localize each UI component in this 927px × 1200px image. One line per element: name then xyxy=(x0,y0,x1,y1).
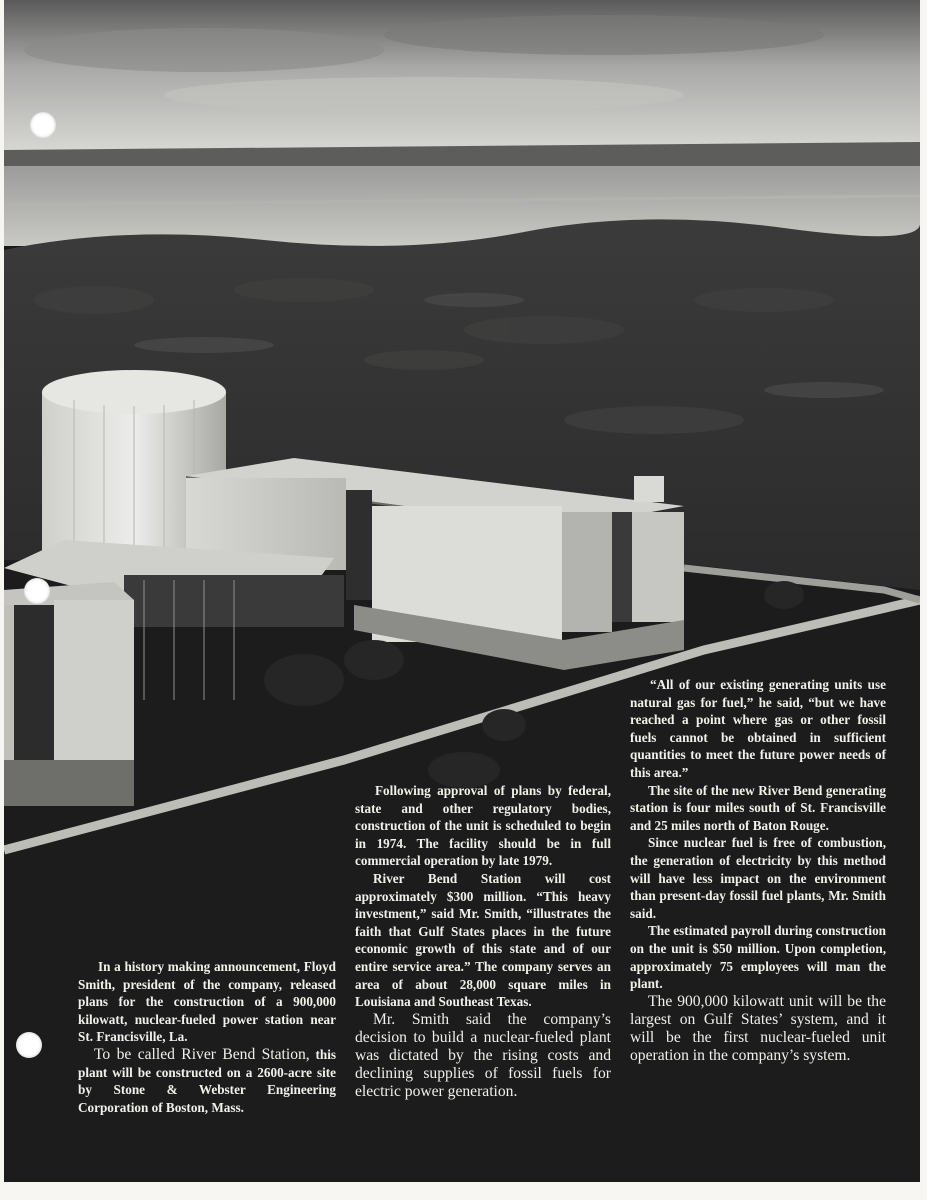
article-paragraph: Since nuclear fuel is free of combustion, the generation of electricity by this method will have less impact on the environment than present-day fossil fuel plants, Mr. Smith said. xyxy=(630,835,886,921)
article-paragraph: The site of the new River Bend generating station is four miles south of St. Francisville and 25 miles north of Baton Rouge. xyxy=(630,782,886,833)
article-column-3 xyxy=(630,676,886,1065)
article-paragraph: River Bend Station will cost approximately $300 million. “This heavy investment,” said Mr. Smith, “illustrates the faith that Gulf States places in the future economic growth of this state and of our entire service area.” The company serves an area of about 28,000 square miles in Louisiana and Southeast Texas. xyxy=(355,870,611,1010)
paragraph-body: this plant will be constructed on a 2600-acre site by Stone & Webster Engineering Corporation of Boston, Mass. xyxy=(78,1046,337,1115)
article-paragraph: Mr. Smith said the company’s decision to build a nuclear-fueled plant was dictated by the rising costs and declining supplies of fossil fuels for electric power generation. xyxy=(355,1010,611,1100)
article-paragraph: The estimated payroll during construction on the unit is $50 million. Upon completion, approximately 75 employees will man the plant. xyxy=(630,923,886,992)
article-paragraph: The 900,000 kilowatt unit will be the largest on Gulf States’ system, and it will be the first nuclear-fueled unit operation in the company’s system. xyxy=(630,992,886,1064)
punch-hole xyxy=(16,1032,42,1058)
article-column-2 xyxy=(355,782,611,1101)
punch-hole xyxy=(30,112,56,138)
article-column-1 xyxy=(78,958,336,1116)
punch-hole xyxy=(24,578,50,604)
article-paragraph: In a history making announcement, Floyd Smith, president of the company, released plans for the construction of a 900,000 kilowatt, nuclear-fueled power station near St. Francisville, La. xyxy=(78,959,336,1045)
article-paragraph: “All of our existing generating units use natural gas for fuel,” he said, “but we have reached a point where gas or other fossil fuels cannot be obtained in sufficient quantities to meet the future power needs of this area.” xyxy=(630,677,886,780)
article-paragraph xyxy=(78,1046,336,1116)
article-paragraph: Following approval of plans by federal, state and other regulatory bodies, construction of the unit is scheduled to begin in 1974. The facility should be in full commercial operation by late 1979. xyxy=(355,783,611,869)
lead-sentence: To be called River Bend Station, xyxy=(94,1045,310,1063)
